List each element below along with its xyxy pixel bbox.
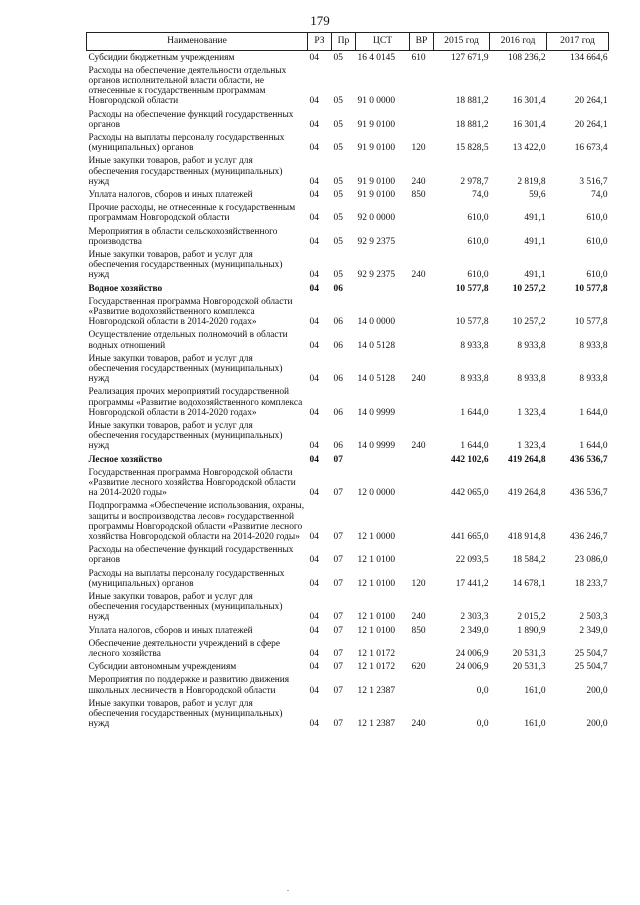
row-cst: 14 0 0000 bbox=[357, 317, 395, 328]
table-row bbox=[87, 661, 609, 674]
row-pr: 06 bbox=[333, 374, 343, 385]
row-cst: 91 9 0100 bbox=[357, 119, 395, 130]
row-rz: 04 bbox=[309, 213, 319, 224]
row-name: Обеспечение деятельности учреждений в сфере лесного хозяйства bbox=[88, 638, 281, 660]
row-amount-2016: 1 323,4 bbox=[517, 407, 546, 418]
table-row bbox=[87, 544, 609, 567]
row-cst: 92 9 2375 bbox=[357, 270, 395, 281]
row-vr: 240 bbox=[411, 612, 426, 623]
row-rz: 04 bbox=[309, 625, 319, 636]
row-cst bbox=[356, 282, 410, 295]
row-amount-2015: 17 441,2 bbox=[455, 578, 489, 589]
row-amount-2016: 16 301,4 bbox=[512, 96, 546, 107]
row-amount-2015: 10 577,8 bbox=[455, 283, 489, 294]
table-row bbox=[87, 108, 609, 131]
col-header-vr: ВР bbox=[410, 33, 434, 51]
table-row bbox=[87, 500, 609, 544]
row-amount-2016: 59,6 bbox=[529, 189, 546, 200]
row-name: Расходы на выплаты персоналу государственных (муниципальных) органов bbox=[88, 132, 285, 154]
row-cst bbox=[356, 453, 410, 466]
row-pr: 07 bbox=[333, 685, 343, 696]
row-amount-2017: 10 577,8 bbox=[574, 283, 608, 294]
row-vr bbox=[410, 282, 434, 295]
row-cst: 12 1 2387 bbox=[357, 685, 395, 696]
row-amount-2015: 8 933,8 bbox=[460, 340, 489, 351]
table-row bbox=[87, 697, 609, 731]
row-rz: 04 bbox=[309, 96, 319, 107]
row-cst: 91 9 0100 bbox=[357, 189, 395, 200]
table-row bbox=[87, 131, 609, 154]
row-vr: 240 bbox=[411, 176, 426, 187]
row-vr bbox=[410, 544, 434, 567]
row-vr bbox=[410, 500, 434, 544]
row-rz: 04 bbox=[309, 236, 319, 247]
row-pr: 05 bbox=[333, 189, 343, 200]
row-rz: 04 bbox=[309, 407, 319, 418]
table-row bbox=[87, 225, 609, 248]
row-pr: 07 bbox=[333, 454, 343, 465]
row-amount-2015: 441 665,0 bbox=[451, 532, 489, 543]
row-rz: 04 bbox=[309, 189, 319, 200]
row-name: Расходы на обеспечение функций государственных органов bbox=[88, 109, 294, 130]
table-body bbox=[87, 51, 609, 731]
row-amount-2017: 200,0 bbox=[586, 719, 608, 730]
table-row bbox=[87, 295, 609, 329]
row-amount-2016: 8 933,8 bbox=[517, 374, 546, 385]
row-amount-2017: 2 349,0 bbox=[579, 625, 608, 636]
row-amount-2017: 25 504,7 bbox=[574, 662, 608, 673]
row-amount-2016: 14 678,1 bbox=[512, 578, 546, 589]
row-pr: 05 bbox=[333, 96, 343, 107]
row-name: Водное хозяйство bbox=[88, 283, 163, 294]
row-rz: 04 bbox=[309, 612, 319, 623]
row-amount-2015: 442 065,0 bbox=[451, 488, 489, 499]
row-vr bbox=[410, 108, 434, 131]
row-cst: 91 9 0100 bbox=[357, 143, 395, 154]
row-amount-2016: 161,0 bbox=[524, 719, 546, 730]
row-cst: 91 0 0000 bbox=[357, 96, 395, 107]
row-amount-2016: 108 236,2 bbox=[508, 52, 546, 63]
row-pr: 07 bbox=[333, 662, 343, 673]
row-amount-2016: 10 257,2 bbox=[512, 283, 546, 294]
row-vr bbox=[410, 637, 434, 660]
row-vr: 610 bbox=[411, 52, 426, 63]
row-amount-2017: 134 664,6 bbox=[570, 52, 608, 63]
row-cst: 12 1 0172 bbox=[357, 662, 395, 673]
row-amount-2015: 2 349,0 bbox=[460, 625, 489, 636]
row-vr: 850 bbox=[411, 189, 426, 200]
row-rz: 04 bbox=[309, 685, 319, 696]
table-row bbox=[87, 466, 609, 500]
row-pr: 05 bbox=[333, 236, 343, 247]
row-amount-2016: 20 531,3 bbox=[512, 662, 546, 673]
row-rz: 04 bbox=[309, 441, 319, 452]
row-vr bbox=[410, 295, 434, 329]
row-amount-2017: 8 933,8 bbox=[579, 374, 608, 385]
table-header-row bbox=[87, 33, 609, 51]
row-name: Иные закупки товаров, работ и услуг для обеспечения государственных (муниципальных) нужд bbox=[88, 592, 283, 623]
row-name: Подпрограмма «Обеспечение использования, охраны, защиты и воспроизводства лесов» государственной программы Новгородской области «Развитие лесного хозяйства Новгородской области на 2014-2020 годы» bbox=[88, 501, 305, 543]
row-amount-2015: 74,0 bbox=[472, 189, 489, 200]
row-amount-2016: 18 584,2 bbox=[512, 555, 546, 566]
row-cst: 12 1 0000 bbox=[357, 532, 395, 543]
row-vr: 240 bbox=[411, 719, 426, 730]
row-rz: 04 bbox=[309, 176, 319, 187]
row-rz: 04 bbox=[309, 719, 319, 730]
row-cst: 12 1 0100 bbox=[357, 578, 395, 589]
row-amount-2017: 25 504,7 bbox=[574, 649, 608, 660]
table-row bbox=[87, 202, 609, 225]
row-amount-2016: 419 264,8 bbox=[508, 454, 546, 465]
row-amount-2016: 10 257,2 bbox=[512, 317, 546, 328]
row-vr: 240 bbox=[411, 441, 426, 452]
table-row bbox=[87, 637, 609, 660]
row-pr: 06 bbox=[333, 407, 343, 418]
row-name: Уплата налогов, сборов и иных платежей bbox=[88, 625, 253, 636]
row-cst: 12 1 0172 bbox=[357, 649, 395, 660]
row-amount-2017: 2 503,3 bbox=[579, 612, 608, 623]
row-pr: 06 bbox=[333, 340, 343, 351]
row-cst: 12 1 2387 bbox=[357, 719, 395, 730]
table-row bbox=[87, 624, 609, 637]
row-amount-2017: 200,0 bbox=[586, 685, 608, 696]
row-amount-2015: 22 093,5 bbox=[455, 555, 489, 566]
row-amount-2016: 161,0 bbox=[524, 685, 546, 696]
table-row bbox=[87, 248, 609, 282]
row-vr: 120 bbox=[411, 143, 426, 154]
col-header-2016: 2016 год bbox=[490, 33, 547, 51]
row-amount-2016: 1 323,4 bbox=[517, 441, 546, 452]
col-header-pr: Пр bbox=[332, 33, 356, 51]
table-row bbox=[87, 453, 609, 466]
budget-table bbox=[86, 32, 609, 731]
row-rz: 04 bbox=[309, 555, 319, 566]
row-vr: 240 bbox=[411, 270, 426, 281]
row-rz: 04 bbox=[309, 374, 319, 385]
row-pr: 05 bbox=[333, 119, 343, 130]
row-cst: 16 4 0145 bbox=[357, 52, 395, 63]
row-rz: 04 bbox=[309, 662, 319, 673]
row-amount-2017: 610,0 bbox=[586, 236, 608, 247]
row-rz: 04 bbox=[309, 488, 319, 499]
row-cst: 12 1 0100 bbox=[357, 555, 395, 566]
row-amount-2017: 23 086,0 bbox=[574, 555, 608, 566]
row-amount-2015: 24 006,9 bbox=[455, 662, 489, 673]
row-pr: 07 bbox=[333, 488, 343, 499]
col-header-2015: 2015 год bbox=[434, 33, 490, 51]
row-amount-2017: 1 644,0 bbox=[579, 441, 608, 452]
row-cst: 92 0 0000 bbox=[357, 213, 395, 224]
table-row bbox=[87, 51, 609, 65]
row-cst: 14 0 5128 bbox=[357, 374, 395, 385]
row-pr: 06 bbox=[333, 441, 343, 452]
row-cst: 14 0 9999 bbox=[357, 441, 395, 452]
row-vr bbox=[410, 674, 434, 697]
row-name: Уплата налогов, сборов и иных платежей bbox=[88, 189, 253, 200]
row-name: Расходы на обеспечение функций государственных органов bbox=[88, 545, 294, 566]
table-row bbox=[87, 282, 609, 295]
row-pr: 07 bbox=[333, 625, 343, 636]
row-vr bbox=[410, 386, 434, 420]
row-pr: 07 bbox=[333, 555, 343, 566]
row-vr bbox=[410, 225, 434, 248]
row-amount-2015: 2 303,3 bbox=[460, 612, 489, 623]
row-vr bbox=[410, 329, 434, 352]
row-pr: 07 bbox=[333, 532, 343, 543]
table-row bbox=[87, 188, 609, 201]
row-pr: 05 bbox=[333, 270, 343, 281]
col-header-cst: ЦСТ bbox=[356, 33, 410, 51]
row-cst: 12 1 0100 bbox=[357, 625, 395, 636]
row-name: Мероприятия в области сельскохозяйственного производства bbox=[88, 226, 278, 247]
row-amount-2015: 127 671,9 bbox=[451, 52, 489, 63]
row-amount-2017: 610,0 bbox=[586, 270, 608, 281]
row-amount-2016: 419 264,8 bbox=[508, 488, 546, 499]
row-amount-2017: 18 233,7 bbox=[574, 578, 608, 589]
row-name: Государственная программа Новгородской области «Развитие лесного хозяйства Новгородской области на 2014-2020 годы» bbox=[88, 467, 296, 499]
page-number: 179 bbox=[310, 13, 330, 28]
row-name: Прочие расходы, не отнесенные к государственным программам Новгородской области bbox=[88, 203, 296, 224]
row-name: Мероприятия по поддержке и развитию движения школьных лесничеств в Новгородской области bbox=[88, 675, 290, 696]
table-row bbox=[87, 64, 609, 108]
row-name: Государственная программа Новгородской области «Развитие водохозяйственного комплекса Новгородской области в 2014-2020 годах» bbox=[88, 296, 293, 328]
row-vr bbox=[410, 466, 434, 500]
row-name: Иные закупки товаров, работ и услуг для обеспечения государственных (муниципальных) нужд bbox=[88, 353, 283, 385]
row-amount-2016: 8 933,8 bbox=[517, 340, 546, 351]
row-rz: 04 bbox=[309, 52, 319, 63]
row-cst: 92 9 2375 bbox=[357, 236, 395, 247]
row-amount-2015: 10 577,8 bbox=[455, 317, 489, 328]
row-amount-2016: 20 531,3 bbox=[512, 649, 546, 660]
row-cst: 12 0 0000 bbox=[357, 488, 395, 499]
row-amount-2017: 436 246,7 bbox=[570, 532, 608, 543]
row-amount-2017: 8 933,8 bbox=[579, 340, 608, 351]
row-vr: 240 bbox=[411, 374, 426, 385]
row-amount-2016: 13 422,0 bbox=[512, 143, 546, 154]
scan-mark bbox=[287, 890, 289, 891]
row-name: Иные закупки товаров, работ и услуг для обеспечения государственных (муниципальных) нужд bbox=[88, 421, 283, 452]
col-header-rz: РЗ bbox=[308, 33, 332, 51]
row-rz: 04 bbox=[309, 283, 319, 294]
row-amount-2017: 1 644,0 bbox=[579, 407, 608, 418]
row-pr: 05 bbox=[333, 176, 343, 187]
row-amount-2015: 1 644,0 bbox=[460, 407, 489, 418]
row-rz: 04 bbox=[309, 649, 319, 660]
row-vr: 850 bbox=[411, 625, 426, 636]
row-rz: 04 bbox=[309, 532, 319, 543]
row-name: Расходы на обеспечение деятельности отдельных органов исполнительной власти области, не отнесенные к государственным программам Новгородской области bbox=[88, 65, 287, 107]
row-pr: 05 bbox=[333, 143, 343, 154]
row-amount-2015: 1 644,0 bbox=[460, 441, 489, 452]
row-name: Расходы на выплаты персоналу государственных (муниципальных) органов bbox=[88, 568, 285, 589]
row-amount-2016: 491,1 bbox=[524, 270, 546, 281]
row-amount-2015: 0,0 bbox=[476, 719, 489, 730]
row-pr: 07 bbox=[333, 578, 343, 589]
col-header-2017: 2017 год bbox=[547, 33, 609, 51]
table-row bbox=[87, 591, 609, 625]
row-amount-2015: 15 828,5 bbox=[455, 143, 489, 154]
row-amount-2017: 436 536,7 bbox=[570, 454, 608, 465]
row-name: Лесное хозяйство bbox=[88, 454, 163, 465]
row-amount-2016: 491,1 bbox=[524, 213, 546, 224]
row-amount-2016: 2 819,8 bbox=[517, 176, 546, 187]
row-name: Иные закупки товаров, работ и услуг для обеспечения государственных (муниципальных) нужд bbox=[88, 698, 283, 730]
row-name: Реализация прочих мероприятий государственной программы «Развитие водохозяйственного комплекса Новгородской области в 2014-2020 годах» bbox=[88, 387, 303, 418]
table-row bbox=[87, 352, 609, 386]
row-rz: 04 bbox=[309, 340, 319, 351]
row-name: Субсидии автономным учреждениям bbox=[88, 662, 237, 673]
row-pr: 06 bbox=[333, 317, 343, 328]
row-rz: 04 bbox=[309, 317, 319, 328]
row-amount-2017: 20 264,1 bbox=[574, 119, 608, 130]
row-amount-2017: 436 536,7 bbox=[570, 488, 608, 499]
row-amount-2016: 418 914,8 bbox=[508, 532, 546, 543]
row-amount-2017: 3 516,7 bbox=[579, 176, 608, 187]
row-pr: 06 bbox=[333, 283, 343, 294]
row-amount-2015: 18 881,2 bbox=[455, 96, 489, 107]
row-amount-2017: 16 673,4 bbox=[574, 143, 608, 154]
row-amount-2015: 610,0 bbox=[467, 270, 489, 281]
table-row bbox=[87, 567, 609, 590]
row-amount-2015: 2 978,7 bbox=[460, 176, 489, 187]
row-amount-2015: 610,0 bbox=[467, 213, 489, 224]
row-amount-2017: 20 264,1 bbox=[574, 96, 608, 107]
row-cst: 12 1 0100 bbox=[357, 612, 395, 623]
row-amount-2015: 8 933,8 bbox=[460, 374, 489, 385]
row-vr: 620 bbox=[411, 662, 426, 673]
row-vr bbox=[410, 453, 434, 466]
table-row bbox=[87, 420, 609, 454]
table-row bbox=[87, 386, 609, 420]
row-rz: 04 bbox=[309, 143, 319, 154]
row-amount-2015: 0,0 bbox=[476, 685, 489, 696]
row-amount-2017: 74,0 bbox=[591, 189, 608, 200]
row-vr: 120 bbox=[411, 578, 426, 589]
row-name: Иные закупки товаров, работ и услуг для обеспечения государственных (муниципальных) нужд bbox=[88, 156, 283, 187]
row-amount-2016: 1 890,9 bbox=[517, 625, 546, 636]
row-name: Иные закупки товаров, работ и услуг для обеспечения государственных (муниципальных) нужд bbox=[88, 249, 283, 281]
row-rz: 04 bbox=[309, 578, 319, 589]
row-cst: 14 0 9999 bbox=[357, 407, 395, 418]
table-row bbox=[87, 329, 609, 352]
row-pr: 05 bbox=[333, 52, 343, 63]
row-amount-2015: 610,0 bbox=[467, 236, 489, 247]
row-rz: 04 bbox=[309, 270, 319, 281]
row-rz: 04 bbox=[309, 454, 319, 465]
table-row bbox=[87, 155, 609, 189]
row-amount-2016: 16 301,4 bbox=[512, 119, 546, 130]
col-header-name: Наименование bbox=[87, 33, 308, 51]
row-vr bbox=[410, 202, 434, 225]
row-amount-2017: 10 577,8 bbox=[574, 317, 608, 328]
row-cst: 14 0 5128 bbox=[357, 340, 395, 351]
row-rz: 04 bbox=[309, 119, 319, 130]
row-amount-2016: 491,1 bbox=[524, 236, 546, 247]
row-pr: 07 bbox=[333, 719, 343, 730]
row-name: Осуществление отдельных полномочий в области водных отношений bbox=[88, 330, 288, 351]
row-pr: 07 bbox=[333, 649, 343, 660]
row-cst: 91 9 0100 bbox=[357, 176, 395, 187]
row-vr bbox=[410, 64, 434, 108]
row-amount-2015: 442 102,6 bbox=[451, 454, 489, 465]
row-amount-2015: 18 881,2 bbox=[455, 119, 489, 130]
row-amount-2016: 2 015,2 bbox=[517, 612, 546, 623]
row-name: Субсидии бюджетным учреждениям bbox=[88, 52, 235, 63]
row-pr: 05 bbox=[333, 213, 343, 224]
row-amount-2015: 24 006,9 bbox=[455, 649, 489, 660]
table-row bbox=[87, 674, 609, 697]
row-amount-2017: 610,0 bbox=[586, 213, 608, 224]
row-pr: 07 bbox=[333, 612, 343, 623]
